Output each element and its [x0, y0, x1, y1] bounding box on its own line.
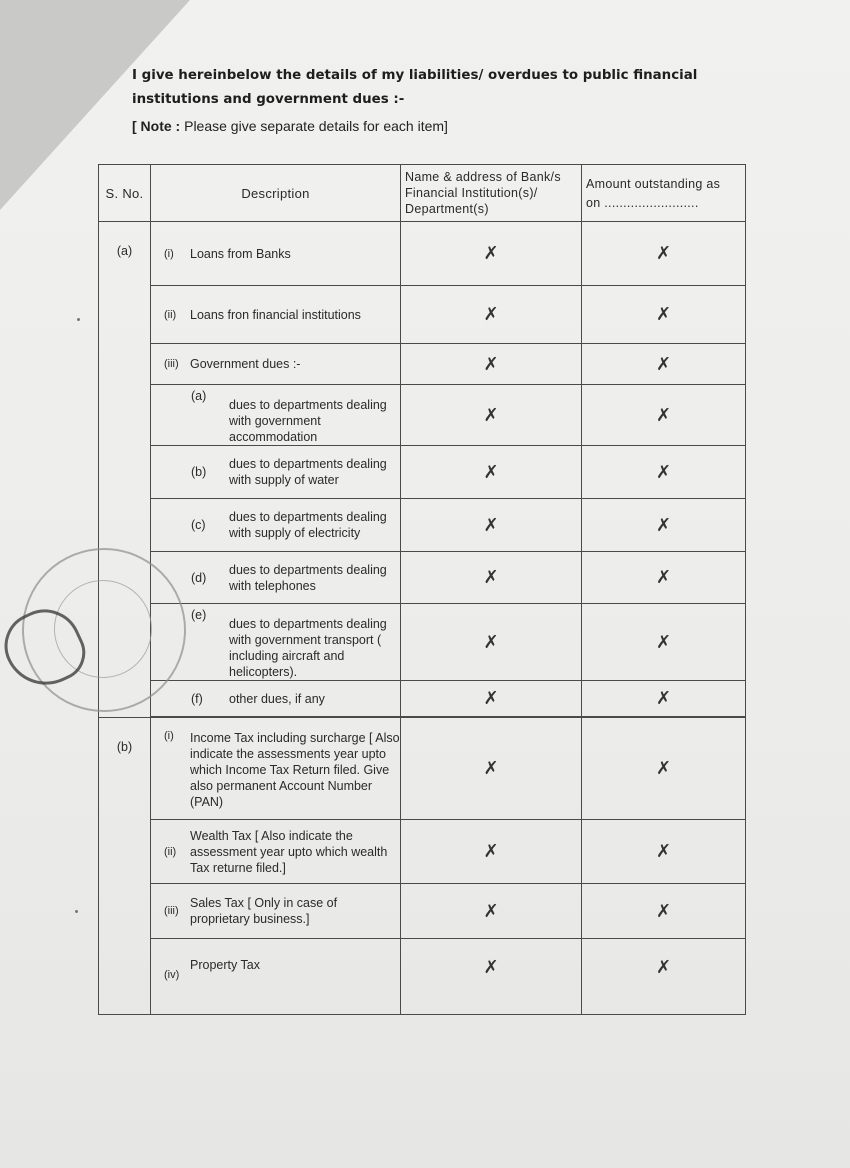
table-row	[99, 446, 746, 499]
row-number: (iv)	[164, 969, 180, 981]
row-number: (i)	[164, 730, 174, 742]
bank-mark: ✗	[401, 222, 582, 286]
table-row	[99, 499, 746, 552]
header-description: Description	[151, 165, 401, 222]
row-description	[151, 884, 401, 939]
row-description	[151, 604, 401, 681]
header-bank-line: Name & address of Bank/s	[405, 170, 561, 184]
table-row	[99, 820, 746, 884]
header-sno: S. No.	[99, 165, 151, 222]
bank-mark: ✗	[401, 286, 582, 344]
sno-b: (b)	[99, 718, 151, 1015]
amount-mark: ✗	[582, 820, 746, 884]
bank-mark: ✗	[401, 499, 582, 552]
row-text: Property Tax	[190, 957, 260, 972]
liabilities-heading: I give hereinbelow the details of my liabilities/ overdues to public financial institutions and government dues :-	[132, 68, 698, 107]
row-number: (ii)	[164, 308, 177, 321]
table-header-row	[99, 165, 746, 222]
amount-mark: ✗	[582, 385, 746, 446]
note-label: [ Note :	[132, 118, 181, 134]
bank-mark: ✗	[401, 681, 582, 717]
row-number: (i)	[164, 247, 174, 260]
paper-speck	[75, 910, 78, 913]
row-text: Loans fron financial institutions	[190, 307, 361, 322]
bank-mark: ✗	[401, 884, 582, 939]
row-description	[151, 718, 401, 820]
row-text: Sales Tax [ Only in case of proprietary business.]	[190, 896, 338, 926]
amount-mark: ✗	[582, 446, 746, 499]
row-number: (iii)	[164, 905, 179, 917]
sub-letter: (b)	[191, 465, 207, 479]
row-text: dues to departments dealing with government transport ( including aircraft and helicopters).	[229, 617, 387, 679]
amount-mark: ✗	[582, 222, 746, 286]
bank-mark: ✗	[401, 446, 582, 499]
row-text: dues to departments dealing with government accommodation	[229, 398, 387, 444]
paper-speck	[77, 318, 80, 321]
amount-mark: ✗	[582, 604, 746, 681]
amount-mark: ✗	[582, 718, 746, 820]
row-description	[151, 286, 401, 344]
amount-mark: ✗	[582, 552, 746, 604]
row-description	[151, 446, 401, 499]
row-description	[151, 222, 401, 286]
table-row	[99, 222, 746, 286]
table-row	[99, 344, 746, 385]
note-text: Please give separate details for each item]	[184, 118, 448, 134]
sub-letter: (a)	[191, 389, 207, 403]
row-description	[151, 939, 401, 1015]
header-bank	[401, 165, 582, 222]
row-text: Government dues :-	[190, 357, 301, 371]
sub-letter: (c)	[191, 518, 206, 532]
table-row	[99, 681, 746, 717]
bank-mark: ✗	[401, 718, 582, 820]
bank-mark: ✗	[401, 344, 582, 385]
header-bank-line: Department(s)	[405, 202, 489, 216]
sub-letter: (d)	[191, 570, 207, 585]
amount-mark: ✗	[582, 939, 746, 1015]
header-amount	[582, 165, 746, 222]
bank-mark: ✗	[401, 939, 582, 1015]
amount-mark: ✗	[582, 499, 746, 552]
table-row	[99, 604, 746, 681]
sub-letter: (f)	[191, 691, 203, 706]
row-description	[151, 681, 401, 717]
table-row	[99, 939, 746, 1015]
row-text: Income Tax including surcharge [ Also indicate the assessments year upto which Income Tax Return filed. Give also permanent Account Number (PAN)	[190, 731, 400, 809]
row-description	[151, 820, 401, 884]
row-text: other dues, if any	[229, 691, 325, 706]
sub-letter: (e)	[191, 608, 207, 622]
bank-mark: ✗	[401, 604, 582, 681]
table-row	[99, 884, 746, 939]
amount-mark: ✗	[582, 344, 746, 385]
row-text: Wealth Tax [ Also indicate the assessment year upto which wealth Tax returne filed.]	[190, 828, 388, 875]
table-row	[99, 286, 746, 344]
bank-mark: ✗	[401, 552, 582, 604]
row-text: dues to departments dealing with supply of electricity	[229, 510, 387, 540]
header-bank-line: Financial Institution(s)/	[405, 186, 538, 200]
row-description	[151, 552, 401, 604]
row-text: dues to departments dealing with telephones	[229, 562, 387, 593]
bank-mark: ✗	[401, 385, 582, 446]
row-text: Loans from Banks	[190, 246, 291, 261]
row-description	[151, 385, 401, 446]
row-number: (ii)	[164, 845, 177, 858]
note-line	[132, 118, 448, 134]
row-number: (iii)	[164, 358, 179, 370]
liabilities-table	[98, 164, 746, 1015]
header-amount-line: on .........................	[586, 195, 699, 210]
amount-mark: ✗	[582, 681, 746, 717]
table-row	[99, 718, 746, 820]
table-row	[99, 552, 746, 604]
header-amount-line: Amount outstanding as	[586, 176, 721, 191]
row-description	[151, 499, 401, 552]
amount-mark: ✗	[582, 286, 746, 344]
table-row	[99, 385, 746, 446]
row-description	[151, 344, 401, 385]
amount-mark: ✗	[582, 884, 746, 939]
row-text: dues to departments dealing with supply of water	[229, 457, 387, 487]
sno-a: (a)	[99, 222, 151, 718]
bank-mark: ✗	[401, 820, 582, 884]
